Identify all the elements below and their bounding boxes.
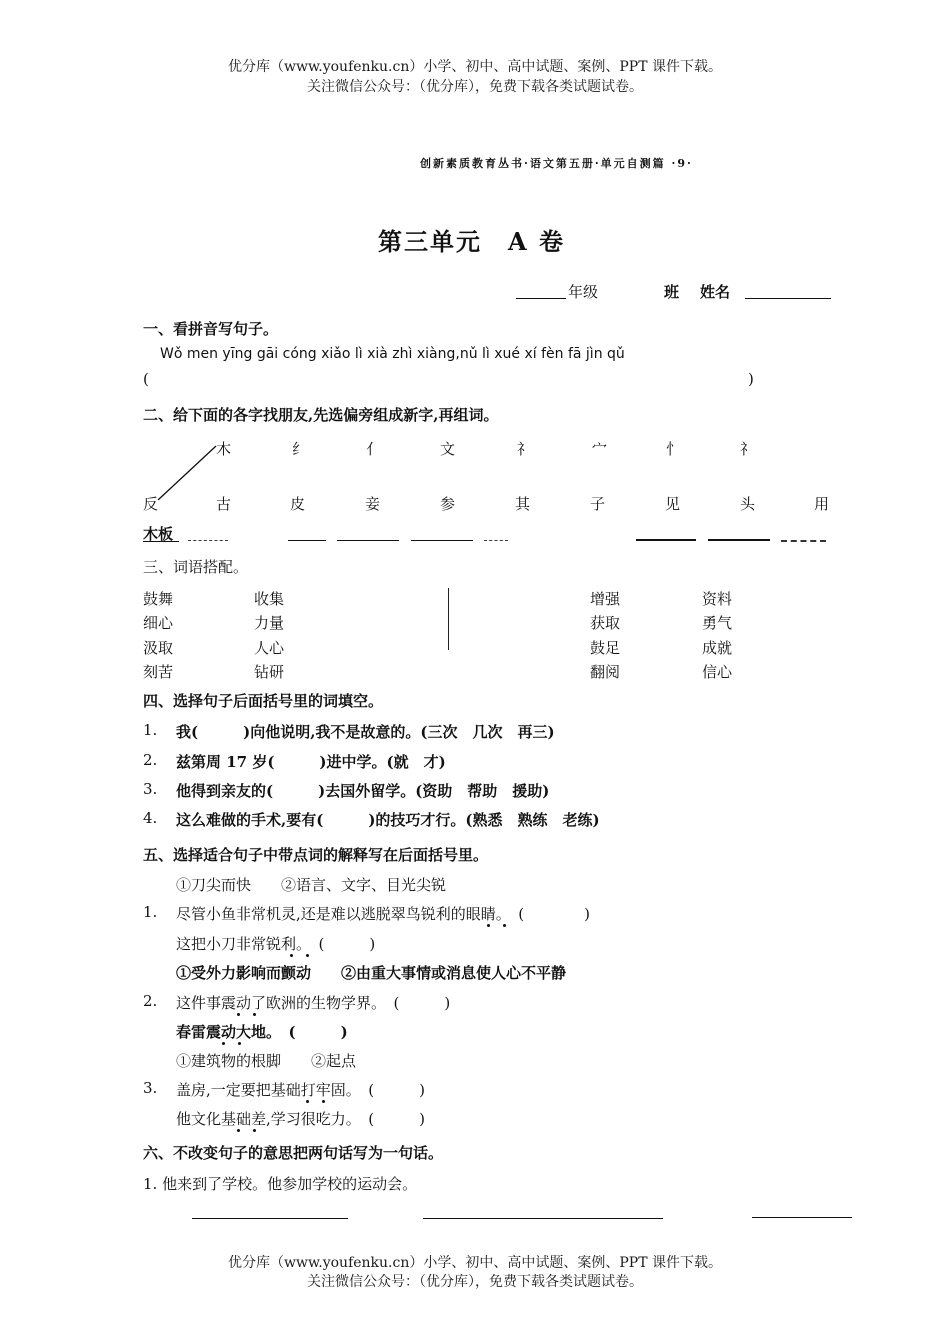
answer-blank-6 xyxy=(636,539,696,541)
answer-blank-1 xyxy=(188,540,228,541)
grade-blank xyxy=(516,298,566,299)
emphasis-dot xyxy=(306,954,309,957)
page-title: 第三单元 A 卷 xyxy=(378,227,565,256)
emphasis-dot xyxy=(322,1100,325,1103)
column-divider xyxy=(448,588,449,650)
s6-item-1: 1. 他来到了学校。他参加学校的运动会。 xyxy=(143,1175,418,1193)
word-right-b-4: 信心 xyxy=(702,663,733,681)
section-2-heading: 二、给下面的各字找朋友,先选偏旁组成新字,再组词。 xyxy=(143,406,499,424)
radical-3: 亻 xyxy=(366,440,382,458)
s6-answer-blank-2 xyxy=(423,1218,663,1219)
s5-q3-num: 3. xyxy=(143,1079,158,1097)
example-underline xyxy=(143,541,179,542)
s4-item-3-num: 3. xyxy=(143,780,158,798)
s4-item-4-text: 这么难做的手术,要有( )的技巧才行。(熟悉 熟练 老练) xyxy=(176,811,600,829)
emphasis-dot xyxy=(222,1042,225,1045)
s4-item-2-num: 2. xyxy=(143,751,158,769)
s5-q2-num: 2. xyxy=(143,992,158,1010)
s4-item-4-num: 4. xyxy=(143,809,158,827)
word-left-a-1: 鼓舞 xyxy=(143,590,174,608)
footer-watermark-line-1: 优分库（www.youfenku.cn）小学、初中、高中试题、案例、PPT 课件下载。 xyxy=(227,1255,722,1271)
word-left-b-3: 人心 xyxy=(254,639,285,657)
word-left-a-4: 刻苦 xyxy=(143,663,174,681)
character-2: 古 xyxy=(216,495,232,513)
word-left-a-2: 细心 xyxy=(143,614,174,632)
pinyin-sentence: Wǒ men yīng gāi cóng xiǎo lì xià zhì xiàng,nǔ lì xué xí fèn fā jìn qǔ xyxy=(160,346,625,362)
s5-q1a: 尽管小鱼非常机灵,还是难以逃脱翠鸟锐利的眼睛。 ( ) xyxy=(176,905,590,923)
section-1-heading: 一、看拼音写句子。 xyxy=(143,320,279,338)
word-left-a-3: 汲取 xyxy=(143,639,174,657)
s5-q3b: 他文化基础差,学习很吃力。 ( ) xyxy=(176,1110,425,1128)
s4-item-1-text: 我( )向他说明,我不是故意的。(三次 几次 再三) xyxy=(176,723,555,741)
character-6: 其 xyxy=(515,495,531,513)
answer-blank-8 xyxy=(781,540,826,542)
character-9: 头 xyxy=(740,495,756,513)
word-right-a-4: 翻阅 xyxy=(590,663,621,681)
example-word: 木板 xyxy=(143,525,174,543)
character-8: 见 xyxy=(665,495,681,513)
s5-q1b: 这把小刀非常锐利。 ( ) xyxy=(176,935,376,953)
radical-6: 宀 xyxy=(592,440,608,458)
word-right-a-1: 增强 xyxy=(590,590,621,608)
word-right-b-2: 勇气 xyxy=(702,614,733,632)
s5-q3a: 盖房,一定要把基础打牢固。 ( ) xyxy=(176,1081,425,1099)
answer-blank-2 xyxy=(288,540,326,541)
word-left-b-4: 钻研 xyxy=(254,663,285,681)
answer-paren-close: ) xyxy=(748,370,754,388)
radical-5: 礻 xyxy=(517,440,533,458)
word-right-b-3: 成就 xyxy=(702,639,733,657)
radical-2: 纟 xyxy=(292,440,308,458)
watermark-line-2: 关注微信公众号：（优分库），免费下载各类试题试卷。 xyxy=(307,79,643,95)
s5-options-1: ①刀尖而快 ②语言、文字、目光尖锐 xyxy=(176,876,447,894)
emphasis-dot xyxy=(253,1013,256,1016)
s4-item-1-num: 1. xyxy=(143,721,158,739)
emphasis-dot xyxy=(237,1013,240,1016)
character-1: 反 xyxy=(143,495,159,513)
name-blank xyxy=(745,298,831,299)
emphasis-dot xyxy=(253,1129,256,1132)
word-left-b-1: 收集 xyxy=(254,590,285,608)
emphasis-dot xyxy=(238,1042,241,1045)
emphasis-dot xyxy=(237,1129,240,1132)
class-label: 班 xyxy=(664,283,680,301)
radical-1: 木 xyxy=(216,440,232,458)
section-6-heading: 六、不改变句子的意思把两句话写为一句话。 xyxy=(143,1144,444,1162)
answer-blank-5 xyxy=(484,540,508,541)
character-4: 妾 xyxy=(365,495,381,513)
character-3: 皮 xyxy=(290,495,306,513)
s5-options-3: ①建筑物的根脚 ②起点 xyxy=(176,1052,357,1070)
answer-paren-open: ( xyxy=(143,370,149,388)
word-left-b-2: 力量 xyxy=(254,614,285,632)
emphasis-dot xyxy=(290,954,293,957)
section-5-heading: 五、选择适合句子中带点词的解释写在后面括号里。 xyxy=(143,846,489,864)
answer-blank-3 xyxy=(337,540,399,541)
word-right-a-3: 鼓足 xyxy=(590,639,621,657)
section-4-heading: 四、选择句子后面括号里的词填空。 xyxy=(143,692,384,710)
s4-item-2-text: 兹第周 17 岁( )进中学。(就 才) xyxy=(176,753,446,771)
section-3-heading: 三、词语搭配。 xyxy=(143,558,249,576)
character-5: 参 xyxy=(440,495,456,513)
character-10: 用 xyxy=(814,495,830,513)
name-label: 姓名 xyxy=(700,283,731,301)
answer-blank-7 xyxy=(708,539,770,541)
character-7: 子 xyxy=(590,495,606,513)
running-head: 创新素质教育丛书·语文第五册·单元自测篇 ·9· xyxy=(420,157,693,170)
emphasis-dot xyxy=(487,924,490,927)
radical-7: 忄 xyxy=(666,440,682,458)
s5-q1-num: 1. xyxy=(143,903,158,921)
grade-label: 年级 xyxy=(568,283,599,301)
s5-q2a: 这件事震动了欧洲的生物学界。 ( ) xyxy=(176,994,451,1012)
word-right-b-1: 资料 xyxy=(702,590,733,608)
watermark-line-1: 优分库（www.youfenku.cn）小学、初中、高中试题、案例、PPT 课件下载。 xyxy=(227,59,722,75)
emphasis-dot xyxy=(306,1100,309,1103)
s6-answer-blank-3 xyxy=(752,1217,852,1218)
footer-watermark-line-2: 关注微信公众号：（优分库），免费下载各类试题试卷。 xyxy=(307,1274,643,1290)
word-right-a-2: 获取 xyxy=(590,614,621,632)
emphasis-dot xyxy=(503,924,506,927)
s5-options-2: ①受外力影响而颤动 ②由重大事情或消息使人心不平静 xyxy=(176,964,567,982)
answer-blank-4 xyxy=(411,540,473,541)
radical-4: 文 xyxy=(440,440,456,458)
s6-answer-blank-1 xyxy=(192,1218,348,1219)
s4-item-3-text: 他得到亲友的( )去国外留学。(资助 帮助 援助) xyxy=(176,782,550,800)
radical-8: 礻 xyxy=(740,440,756,458)
s5-q2b: 春雷震动大地。 ( ) xyxy=(176,1023,348,1041)
example-connector-line xyxy=(150,440,230,510)
